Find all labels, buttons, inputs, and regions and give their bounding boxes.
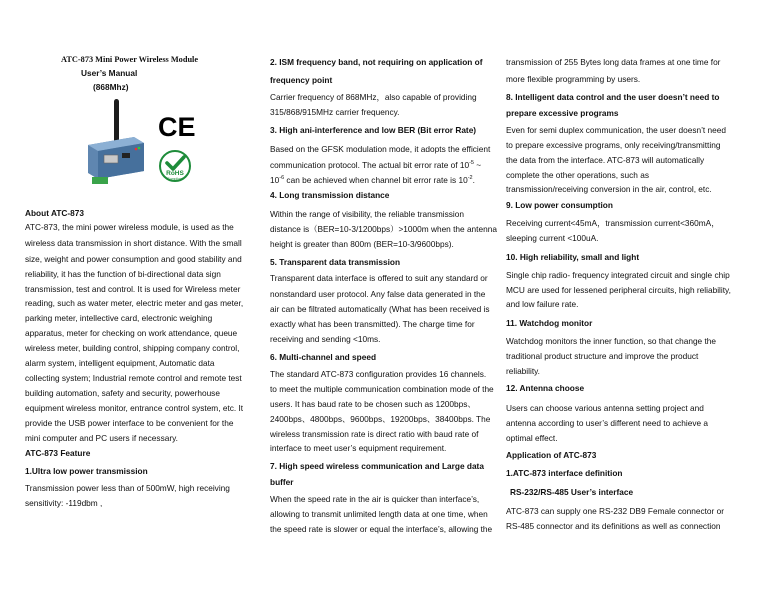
about-line: ATC-873, the mini power wireless module, is used as the xyxy=(25,222,234,232)
section-9-heading: 9. Low power consumption xyxy=(506,200,613,210)
section-12-line: Users can choose various antenna setting project and xyxy=(506,403,704,413)
document-subtitle: User’s Manual xyxy=(81,68,138,78)
feature-1-heading: 1.Ultra low power transmission xyxy=(25,466,148,476)
section-11-line: Watchdog monitors the inner function, so that change the xyxy=(506,336,717,346)
section-4-line: distance is（BER=10-3/1200bps）>1000m when the antenna xyxy=(270,224,497,234)
section-3-line xyxy=(270,175,475,186)
section-4-line: height is greater than 800m (BER=10-3/9600bps). xyxy=(270,239,454,249)
section-10-line: MCU are used for lessened peripheral circuits, high reliability, xyxy=(506,285,731,295)
about-line: reading, such as water meter, electric meter and gas meter, xyxy=(25,298,244,308)
exponent: -6 xyxy=(279,175,285,182)
section-3-line xyxy=(270,160,481,171)
section-2-line: 315/868/915MHz carrier frequency. xyxy=(270,107,400,117)
section-5-line: nonstandard user protocol. Any false data generated in the xyxy=(270,289,486,299)
about-heading: About ATC-873 xyxy=(25,208,84,218)
section-3-heading: 3. High ani-interference and low BER (Bit error Rate) xyxy=(270,125,477,135)
section-10-line: Single chip radio- frequency integrated circuit and single chip xyxy=(506,270,730,280)
ce-mark-text: CE xyxy=(158,112,196,142)
section-4-heading: 4. Long transmission distance xyxy=(270,190,390,200)
feature-1-line: Transmission power less than of 500mW, high receiving xyxy=(25,483,230,493)
section-3-text: can be achieved when channel bit error rate is 10 xyxy=(284,175,468,185)
section-7-line: allowing to transmit unlimited length data at one time, when xyxy=(270,509,488,519)
section-5-line: exactly what has been transmitted). The charge time for xyxy=(270,319,475,329)
device-image xyxy=(84,97,148,187)
about-line: equipment wireless monitor, entrance control system, etc. It xyxy=(25,403,244,413)
section-5-heading: 5. Transparent data transmission xyxy=(270,257,401,267)
section-10-heading: 10. High reliability, small and light xyxy=(506,252,640,262)
section-11-heading: 11. Watchdog monitor xyxy=(506,318,593,328)
application-subheading: 1.ATC-873 interface definition xyxy=(506,468,623,478)
section-8-line: complete the other operations, such as xyxy=(506,170,649,180)
about-line: alarm system, intelligent equipment, Automatic data xyxy=(25,358,215,368)
section-8-line: transmission/receiving conversion in the air, control, etc. xyxy=(506,184,712,194)
section-6-heading: 6. Multi-channel and speed xyxy=(270,352,377,362)
col3-line: transmission of 255 Bytes long data frames at one time for xyxy=(506,57,721,67)
about-line: mini computer and PC users if necessary. xyxy=(25,433,178,443)
section-6-line: users. It has baud rate to be chosen such as 1200bps、 xyxy=(270,399,476,409)
section-5-line: receiving and sending <10ms. xyxy=(270,334,381,344)
about-line: wireless meter, building control, shipping company control, xyxy=(25,343,240,353)
section-10-line: and low failure rate. xyxy=(506,299,579,309)
section-9-line: sleeping current <100uA. xyxy=(506,233,599,243)
col3-line: more flexible programming by users. xyxy=(506,74,641,84)
section-9-line: Receiving current<45mA，transmission current<360mA， xyxy=(506,218,720,228)
section-8-heading: prepare excessive programs xyxy=(506,108,619,118)
section-2-heading: frequency point xyxy=(270,75,333,85)
section-8-line: Even for semi duplex communication, the user doesn’t need xyxy=(506,125,726,135)
section-8-line: the data from the interface. ATC-873 will automatically xyxy=(506,155,705,165)
section-6-line: wireless transmission rate is direct ratio with baud rate of xyxy=(270,429,479,439)
application-subheading: RS-232/RS-485 User’s interface xyxy=(510,487,634,497)
about-line: building automation, safety and security, powerhouse xyxy=(25,388,220,398)
about-line: wireless data transmission in short distance. With the small xyxy=(25,238,242,248)
about-line: transmission, test and control. It is used for Wireless meter xyxy=(25,284,241,294)
section-5-line: Transparent data interface is offered to suit any standard or xyxy=(270,273,488,283)
section-6-line: to meet the multiple communication combination mode of the xyxy=(270,384,494,394)
section-12-line: optimal effect. xyxy=(506,433,558,443)
section-6-line: 2400bps、4800bps、9600bps、19200bps、38400bps. The xyxy=(270,414,491,424)
section-3-line: Based on the GFSK modulation mode, it adopts the efficient xyxy=(270,144,491,154)
section-6-line: interface to meet user’s equipment requirement. xyxy=(270,443,447,453)
about-line: apparatus, meter for checking on work attendance, queue xyxy=(25,328,238,338)
section-3-text: . xyxy=(472,175,475,185)
section-2-heading: 2. ISM frequency band, not requiring on application of xyxy=(270,57,483,67)
rohs-badge-text: RoHS xyxy=(166,170,184,177)
section-7-heading: 7. High speed wireless communication and Large data xyxy=(270,461,484,471)
feature-1-line: sensitivity: -119dbm , xyxy=(25,498,103,508)
document-title: ATC-873 Mini Power Wireless Module xyxy=(61,55,199,64)
section-11-line: traditional product structure and improve the product xyxy=(506,351,699,361)
application-line: RS-485 connector and its definitions as well as connection xyxy=(506,521,721,531)
section-8-heading: 8. Intelligent data control and the user doesn’t need to xyxy=(506,92,720,102)
exponent: -2 xyxy=(467,175,473,182)
frequency-label: (868Mhz) xyxy=(93,82,129,92)
section-12-heading: 12. Antenna choose xyxy=(506,383,585,393)
feature-heading: ATC-873 Feature xyxy=(25,448,91,458)
section-7-line: the speed rate is slower or equal the interface’s, allowing the xyxy=(270,524,493,534)
about-line: reliability, it has the function of bi-directional data sign xyxy=(25,269,221,279)
section-6-line: The standard ATC-873 configuration provides 16 channels. xyxy=(270,369,487,379)
about-line: parking meter, intellective card, electronic weighing xyxy=(25,313,213,323)
application-heading: Application of ATC-873 xyxy=(506,450,597,460)
about-line: collecting system; Industrial remote control and remote test xyxy=(25,373,242,383)
application-line: ATC-873 can supply one RS-232 DB9 Female connector or xyxy=(506,506,724,516)
about-line: size, weight and power consumption and good stability and xyxy=(25,254,242,264)
section-7-heading: buffer xyxy=(270,477,294,487)
section-11-line: reliability. xyxy=(506,366,540,376)
section-2-line: Carrier frequency of 868MHz，also capable of providing xyxy=(270,92,477,102)
section-8-line: to prepare excessive programs, only receiving/transmitting xyxy=(506,140,721,150)
rohs-badge-icon xyxy=(159,150,191,184)
section-7-line: When the speed rate in the air is quicker than interface’s, xyxy=(270,494,480,504)
section-5-line: air can be filtrated automatically (What has been received is xyxy=(270,304,490,314)
section-4-line: Within the range of visibility, the reliable transmission xyxy=(270,209,464,219)
rohs-badge-subtext: Compliant xyxy=(167,177,183,181)
section-3-text: communication protocol. The actual bit error rate of 10 xyxy=(270,160,470,170)
exponent: -5 xyxy=(469,160,474,167)
section-12-line: antenna according to user’s different need to achieve a xyxy=(506,418,709,428)
ce-mark-icon xyxy=(158,112,196,142)
about-line: provide the USB power interface to be convenient for the xyxy=(25,418,234,428)
section-3-text: 10 xyxy=(270,175,280,185)
section-3-text: ~ xyxy=(473,160,482,170)
